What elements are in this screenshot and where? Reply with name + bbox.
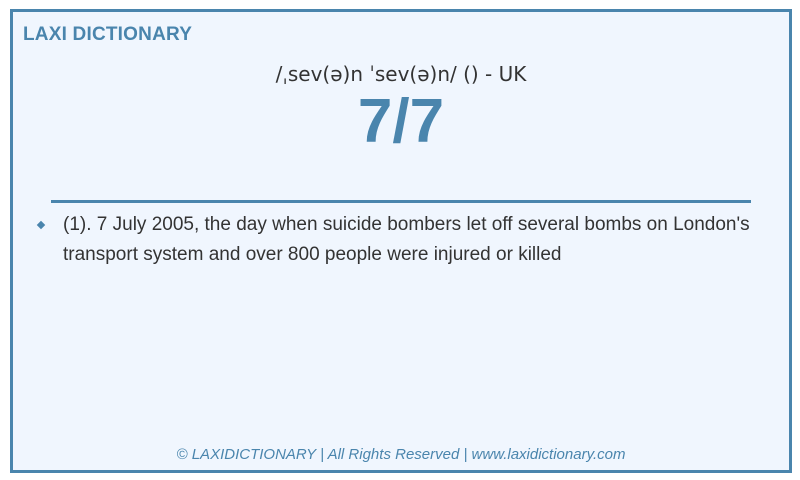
headword: 7/7 [357,87,445,156]
brand-title: LAXI DICTIONARY [23,24,193,45]
definition-text: (1). 7 July 2005, the day when suicide bombers let off several bombs on London's transport system and over 800 people were injured or killed [63,214,750,265]
pronunciation: /ˌsev(ə)n ˈsev(ə)n/ () - UK [275,62,527,86]
divider [51,200,751,203]
dictionary-card [10,9,792,473]
definition-item [33,210,763,270]
bullet-diamond-icon [37,221,45,229]
footer-copyright: © LAXIDICTIONARY | All Rights Reserved | www.laxidictionary.com [176,446,626,463]
definition-list [33,210,763,270]
